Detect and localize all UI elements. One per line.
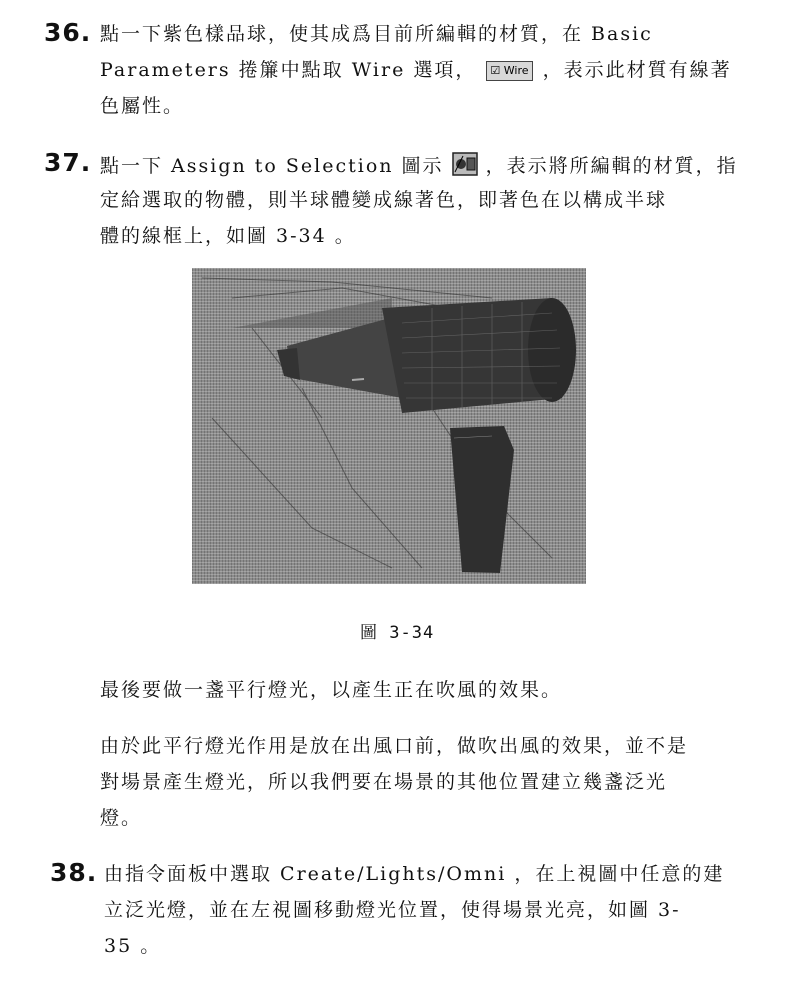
step-text-segment: 點一下 Assign to Selection 圖示	[100, 155, 444, 177]
step-text-line: 由指令面板中選取 Create/Lights/Omni ，在上視圖中任意的建	[104, 863, 725, 885]
step-text-segment: ，表示此材質有線著	[542, 59, 732, 81]
step-number: 38.	[50, 858, 98, 887]
step-text-line: 定給選取的物體，則半球體變成線著色，即著色在以構成半球	[100, 189, 668, 211]
step-text-line: 體的線框上，如圖 3-34 。	[100, 225, 356, 247]
step-text-line: 色屬性。	[100, 95, 185, 117]
body-paragraph-line: 由於此平行燈光作用是放在出風口前，做吹出風的效果，並不是	[100, 735, 689, 757]
step-text-line	[100, 152, 768, 182]
step-number: 36.	[44, 18, 92, 47]
body-paragraph: 最後要做一盞平行燈光，以產生正在吹風的效果。	[100, 679, 563, 701]
hair-dryer-illustration	[192, 268, 586, 584]
body-paragraph-line: 對場景產生燈光，所以我們要在場景的其他位置建立幾盞泛光	[100, 771, 668, 793]
step-text-line: 35 。	[104, 935, 162, 957]
step-text-line: 立泛光燈，並在左視圖移動燈光位置，使得場景光亮，如圖 3-	[104, 899, 681, 921]
step-text-segment: Parameters 捲簾中點取 Wire 選項，	[100, 59, 477, 81]
body-paragraph-line: 燈。	[100, 807, 143, 829]
assign-to-selection-icon	[452, 152, 478, 182]
step-text-segment: ，表示將所編輯的材質，指	[485, 155, 738, 177]
checkbox-label: Wire	[503, 64, 529, 77]
wire-checkbox-icon: ☑ Wire	[486, 61, 532, 81]
hair-dryer-wireframe-figure	[192, 268, 586, 584]
step-text-line: 點一下紫色樣品球，使其成爲目前所編輯的材質，在 Basic	[100, 23, 653, 45]
figure-caption: 圖 3-34	[360, 623, 435, 643]
step-text-line	[100, 58, 768, 82]
step-number: 37.	[44, 148, 92, 177]
